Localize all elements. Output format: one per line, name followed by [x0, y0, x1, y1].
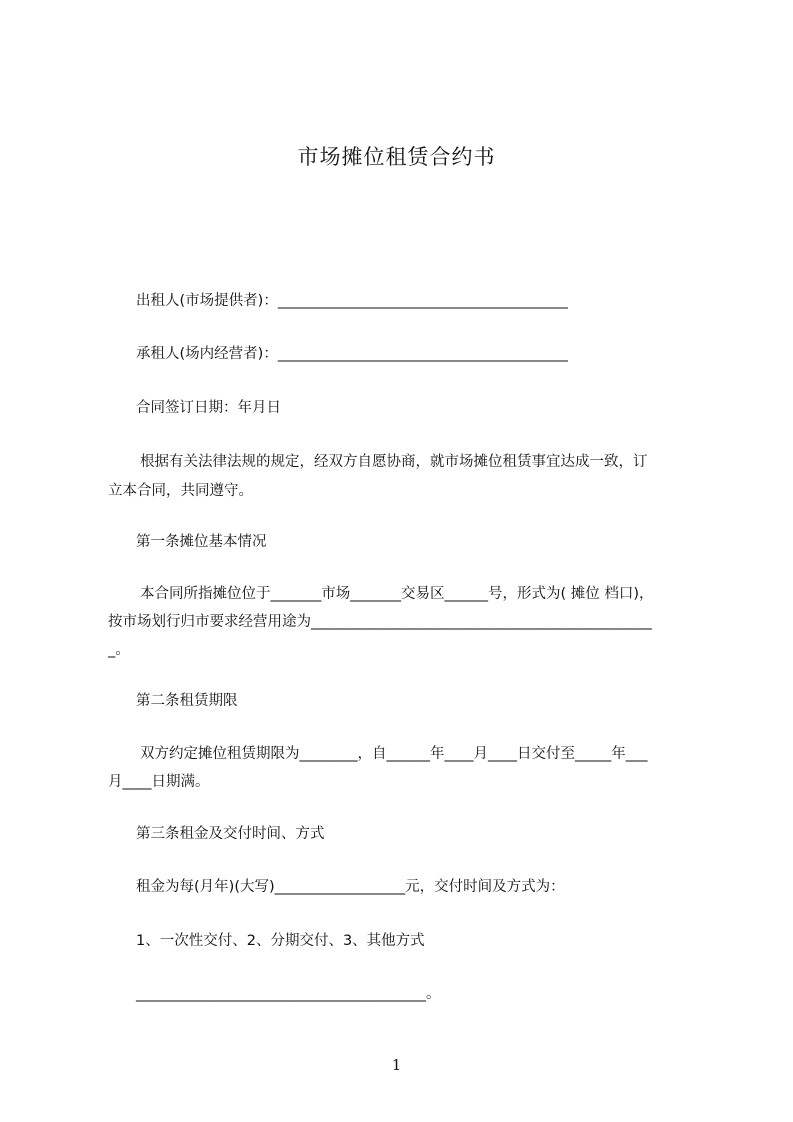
article-1-line-1: 本合同所指摊位位于_______市场_______交易区______号，形式为( 摊位 档口)， [140, 586, 654, 602]
article-1-heading: 第一条摊位基本情况 [136, 534, 267, 550]
rent-line: 租金为每(月年)(大写)__________________元，交付时间及方式为： [136, 879, 565, 895]
intro-paragraph-line-2: 立本合同，共同遵守。 [108, 483, 253, 499]
lessee-line: 承租人(场内经营者)：________________________________________ [136, 346, 568, 362]
document-title: 市场摊位租赁合约书 [297, 145, 496, 169]
other-method-line: ________________________________________。 [136, 986, 441, 1002]
intro-paragraph-line-1: 根据有关法律法规的规定，经双方自愿协商，就市场摊位租赁事宜达成一致，订 [140, 454, 648, 470]
article-1-line-3: _。 [108, 642, 130, 658]
article-3-heading: 第三条租金及交付时间、方式 [136, 826, 325, 842]
article-2-line-2: 月____日期满。 [108, 774, 210, 790]
page-number: 1 [391, 1056, 402, 1074]
article-2-heading: 第二条租赁期限 [136, 693, 238, 709]
payment-options-line: 1、一次性交付、2、分期交付、3、其他方式 [136, 933, 425, 949]
sign-date-line: 合同签订日期：年月日 [136, 400, 281, 416]
article-2-line-1: 双方约定摊位租赁期限为________，自______年____月____日交付至_____年___ [140, 746, 648, 762]
article-1-line-2: 按市场划行归市要求经营用途为_______________________________________________ [108, 614, 652, 630]
lessor-line: 出租人(市场提供者)：________________________________________ [136, 293, 568, 309]
